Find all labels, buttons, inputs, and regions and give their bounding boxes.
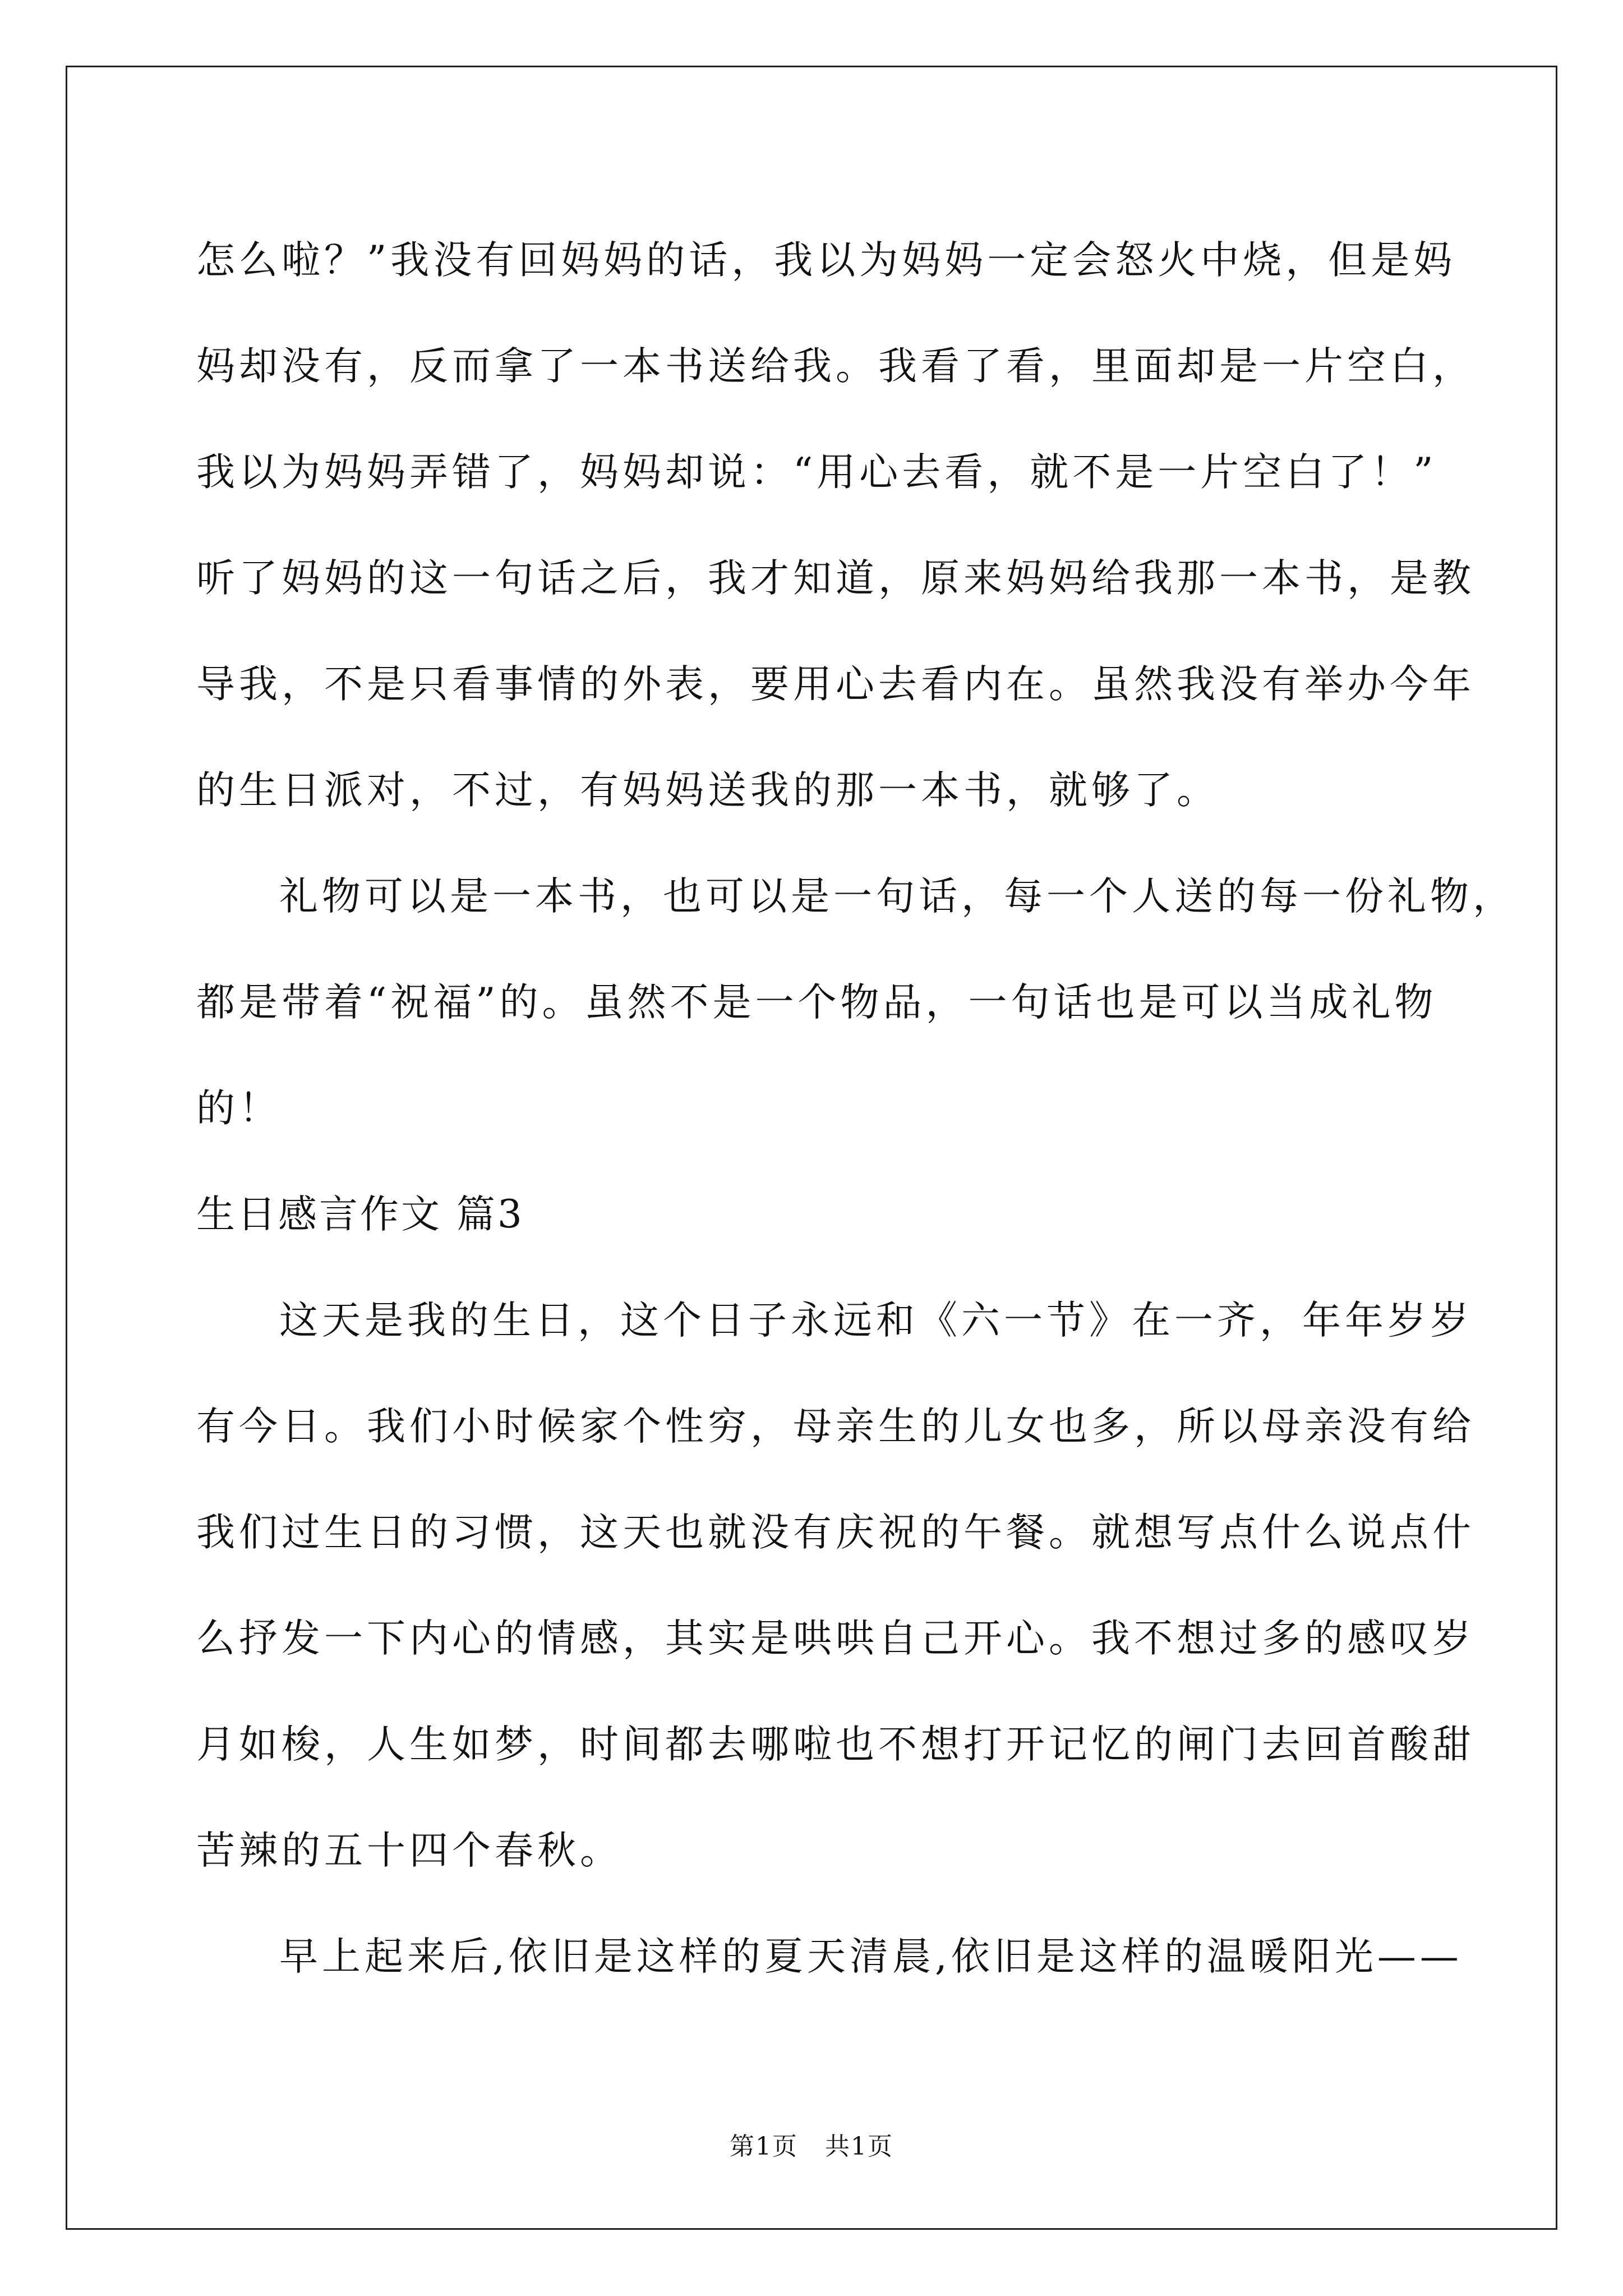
paragraph-start-line: 早上起来后,依旧是这样的夏天清晨,依旧是这样的温暖阳光—— xyxy=(279,1934,1463,1979)
text-line: 怎么啦？”我没有回妈妈的话，我以为妈妈一定会怒火中烧，但是妈 xyxy=(196,238,1456,283)
text-line: 都是带着“祝福”的。虽然不是一个物品，一句话也是可以当成礼物 xyxy=(196,980,1437,1025)
paragraph-start-line: 这天是我的生日，这个日子永远和《六一节》在一齐，年年岁岁 xyxy=(279,1298,1473,1343)
text-line: 苦辣的五十四个春秋。 xyxy=(196,1828,623,1873)
text-line: 导我，不是只看事情的外表，要用心去看内在。虽然我没有举办今年 xyxy=(196,662,1475,707)
page-total: 共1页 xyxy=(824,2132,893,2161)
text-line: 的！ xyxy=(196,1086,282,1131)
text-line: 月如梭，人生如梦，时间都去哪啦也不想打开记忆的闸门去回首酸甜 xyxy=(196,1722,1475,1767)
text-line: 听了妈妈的这一句话之后，我才知道，原来妈妈给我那一本书，是教 xyxy=(196,556,1475,601)
page-footer xyxy=(0,2126,1623,2162)
text-line: 我以为妈妈弄错了，妈妈却说：“用心去看，就不是一片空白了！” xyxy=(196,450,1437,495)
paragraph-start-line: 礼物可以是一本书，也可以是一句话，每一个人送的每一份礼物， xyxy=(279,874,1515,919)
text-line: 我们过生日的习惯，这天也就没有庆祝的午餐。就想写点什么说点什 xyxy=(196,1510,1475,1555)
footer-spacer xyxy=(798,2132,825,2161)
text-line: 妈却没有，反而拿了一本书送给我。我看了看，里面却是一片空白， xyxy=(196,344,1475,389)
text-line: 有今日。我们小时候家个性穷，母亲生的儿女也多，所以母亲没有给 xyxy=(196,1404,1475,1449)
document-body xyxy=(196,208,1515,2010)
text-line: 的生日派对，不过，有妈妈送我的那一本书，就够了。 xyxy=(196,768,1219,813)
page-number: 第1页 xyxy=(730,2132,799,2161)
section-heading: 生日感言作文 篇3 xyxy=(196,1192,524,1237)
text-line: 么抒发一下内心的情感，其实是哄哄自己开心。我不想过多的感叹岁 xyxy=(196,1616,1475,1661)
